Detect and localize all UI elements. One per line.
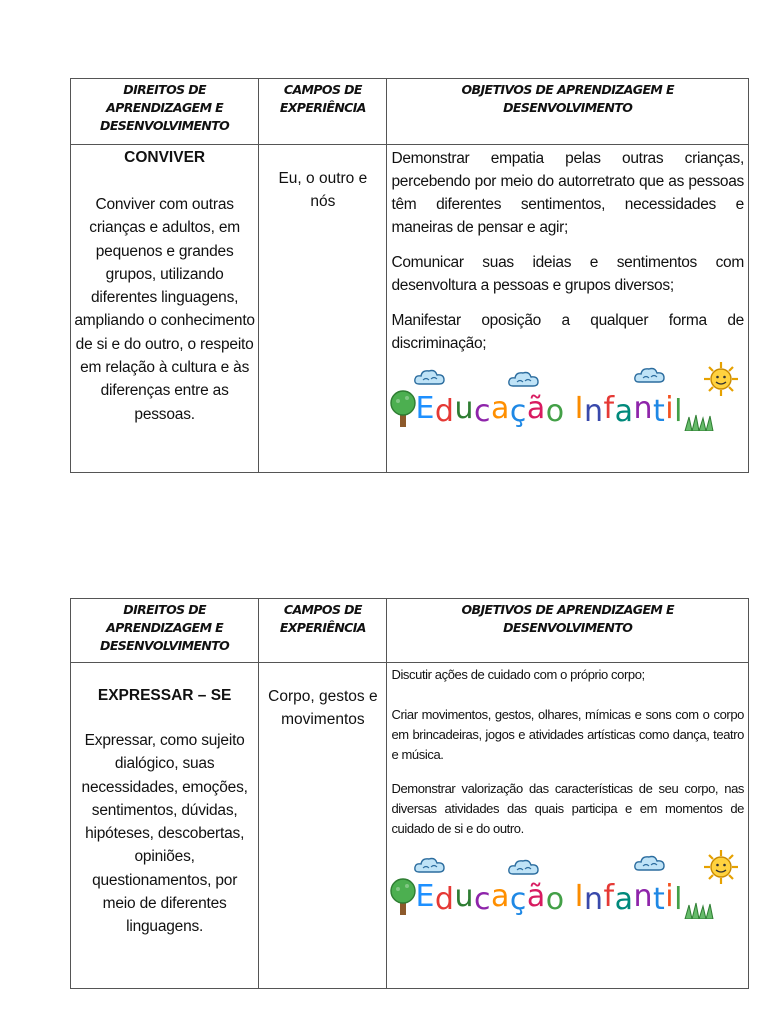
table-header-row — [71, 79, 749, 145]
cloud-icon — [413, 855, 447, 875]
logo-letter: I — [574, 879, 585, 914]
logo-letter: f — [603, 879, 615, 914]
logo-letter: n — [633, 879, 654, 914]
header-objetivos: OBJETIVOS DE APRENDIZAGEM E DESENVOLVIMENTO — [387, 599, 749, 663]
experience-field — [259, 145, 387, 473]
logo-letter: d — [434, 394, 455, 429]
table-row — [71, 145, 749, 473]
right-title: EXPRESSAR – SE — [97, 687, 232, 704]
logo-letter — [565, 885, 575, 915]
cloud-icon — [413, 367, 447, 387]
logo-text — [415, 391, 683, 429]
objective-item: Discutir ações de cuidado com o próprio corpo; — [391, 667, 645, 682]
header-direitos: DIREITOS DE APRENDIZAGEM E DESENVOLVIMENTO — [71, 599, 259, 663]
cloud-icon — [633, 853, 667, 873]
logo-letter: l — [674, 394, 683, 429]
header-campos: CAMPOS DE EXPERIÊNCIA — [259, 79, 387, 145]
right-description: Conviver com outras crianças e adultos, em pequenos e grandes grupos, utilizando diferentes linguagens, ampliando o conhecimento de si e do outro, o respeito em relação à cultura e às diferenças entre as pessoas. — [74, 196, 255, 423]
logo-text — [415, 879, 683, 917]
table-row — [71, 663, 749, 989]
logo-letter: ç — [509, 394, 527, 429]
logo-letter: E — [415, 879, 435, 914]
logo-letter: o — [545, 394, 565, 429]
logo-letter: n — [633, 391, 654, 426]
logo-letter: I — [574, 391, 585, 426]
cloud-icon — [507, 369, 541, 389]
sun-icon — [703, 849, 739, 885]
logo-letter: a — [490, 391, 510, 426]
logo-letter: t — [653, 882, 666, 917]
objective-item: Manifestar oposição a qualquer forma de discriminação; — [391, 312, 744, 352]
header-objetivos: OBJETIVOS DE APRENDIZAGEM E DESENVOLVIMENTO — [387, 79, 749, 145]
logo-letter: u — [454, 391, 474, 426]
header-direitos: DIREITOS DE APRENDIZAGEM E DESENVOLVIMENTO — [71, 79, 259, 145]
header-campos: CAMPOS DE EXPERIÊNCIA — [259, 599, 387, 663]
experience-field-text: Corpo, gestos e movimentos — [268, 688, 378, 728]
objective-item: Criar movimentos, gestos, olhares, mímicas e sons com o corpo em brincadeiras, jogos e atividades artísticas como dança, teatro e música. — [391, 707, 744, 762]
logo-letter: c — [473, 882, 491, 917]
logo-letter: ã — [526, 391, 546, 426]
logo-letter: d — [434, 882, 455, 917]
experience-field-text: Eu, o outro e nós — [278, 170, 368, 210]
educacao-infantil-logo — [387, 849, 748, 923]
logo-letter: o — [545, 882, 565, 917]
right-description: Expressar, como sujeito dialógico, suas necessidades, emoções, sentimentos, dúvidas, hipóteses, descobertas, opiniões, questionamentos, por meio de diferentes linguagens. — [81, 732, 248, 936]
cloud-icon — [633, 365, 667, 385]
logo-letter: l — [674, 882, 683, 917]
logo-letter — [565, 397, 575, 427]
logo-letter: a — [614, 394, 634, 429]
logo-letter: u — [454, 879, 474, 914]
logo-letter: n — [584, 394, 604, 429]
objective-item: Demonstrar valorização das características de seu corpo, nas diversas atividades das quais participa e em momentos de cuidado de si e do outro. — [391, 781, 744, 836]
logo-letter: ã — [526, 879, 546, 914]
grass-icon — [683, 413, 717, 431]
learning-table-expressar — [70, 598, 749, 989]
cloud-icon — [507, 857, 541, 877]
learning-table-conviver — [70, 78, 749, 473]
table-header-row — [71, 599, 749, 663]
logo-letter: t — [653, 394, 666, 429]
objectives-cell — [387, 145, 749, 473]
logo-letter: c — [473, 394, 491, 429]
objective-item: Comunicar suas ideias e sentimentos com desenvoltura a pessoas e grupos diversos; — [391, 254, 744, 294]
logo-letter: f — [603, 391, 615, 426]
sun-icon — [703, 361, 739, 397]
logo-letter: i — [665, 879, 675, 914]
logo-letter: ç — [509, 882, 527, 917]
experience-field — [259, 663, 387, 989]
objective-item: Demonstrar empatia pelas outras crianças, percebendo por meio do autorretrato que as pessoas têm diferentes sentimentos, necessidades e maneiras de pensar e agir; — [391, 150, 744, 236]
right-title: CONVIVER — [124, 149, 206, 166]
educacao-infantil-logo — [387, 361, 748, 435]
logo-letter: n — [584, 882, 604, 917]
logo-letter: a — [614, 882, 634, 917]
logo-letter: E — [415, 391, 435, 426]
objectives-cell — [387, 663, 749, 989]
logo-letter: a — [490, 879, 510, 914]
grass-icon — [683, 901, 717, 919]
logo-letter: i — [665, 391, 675, 426]
